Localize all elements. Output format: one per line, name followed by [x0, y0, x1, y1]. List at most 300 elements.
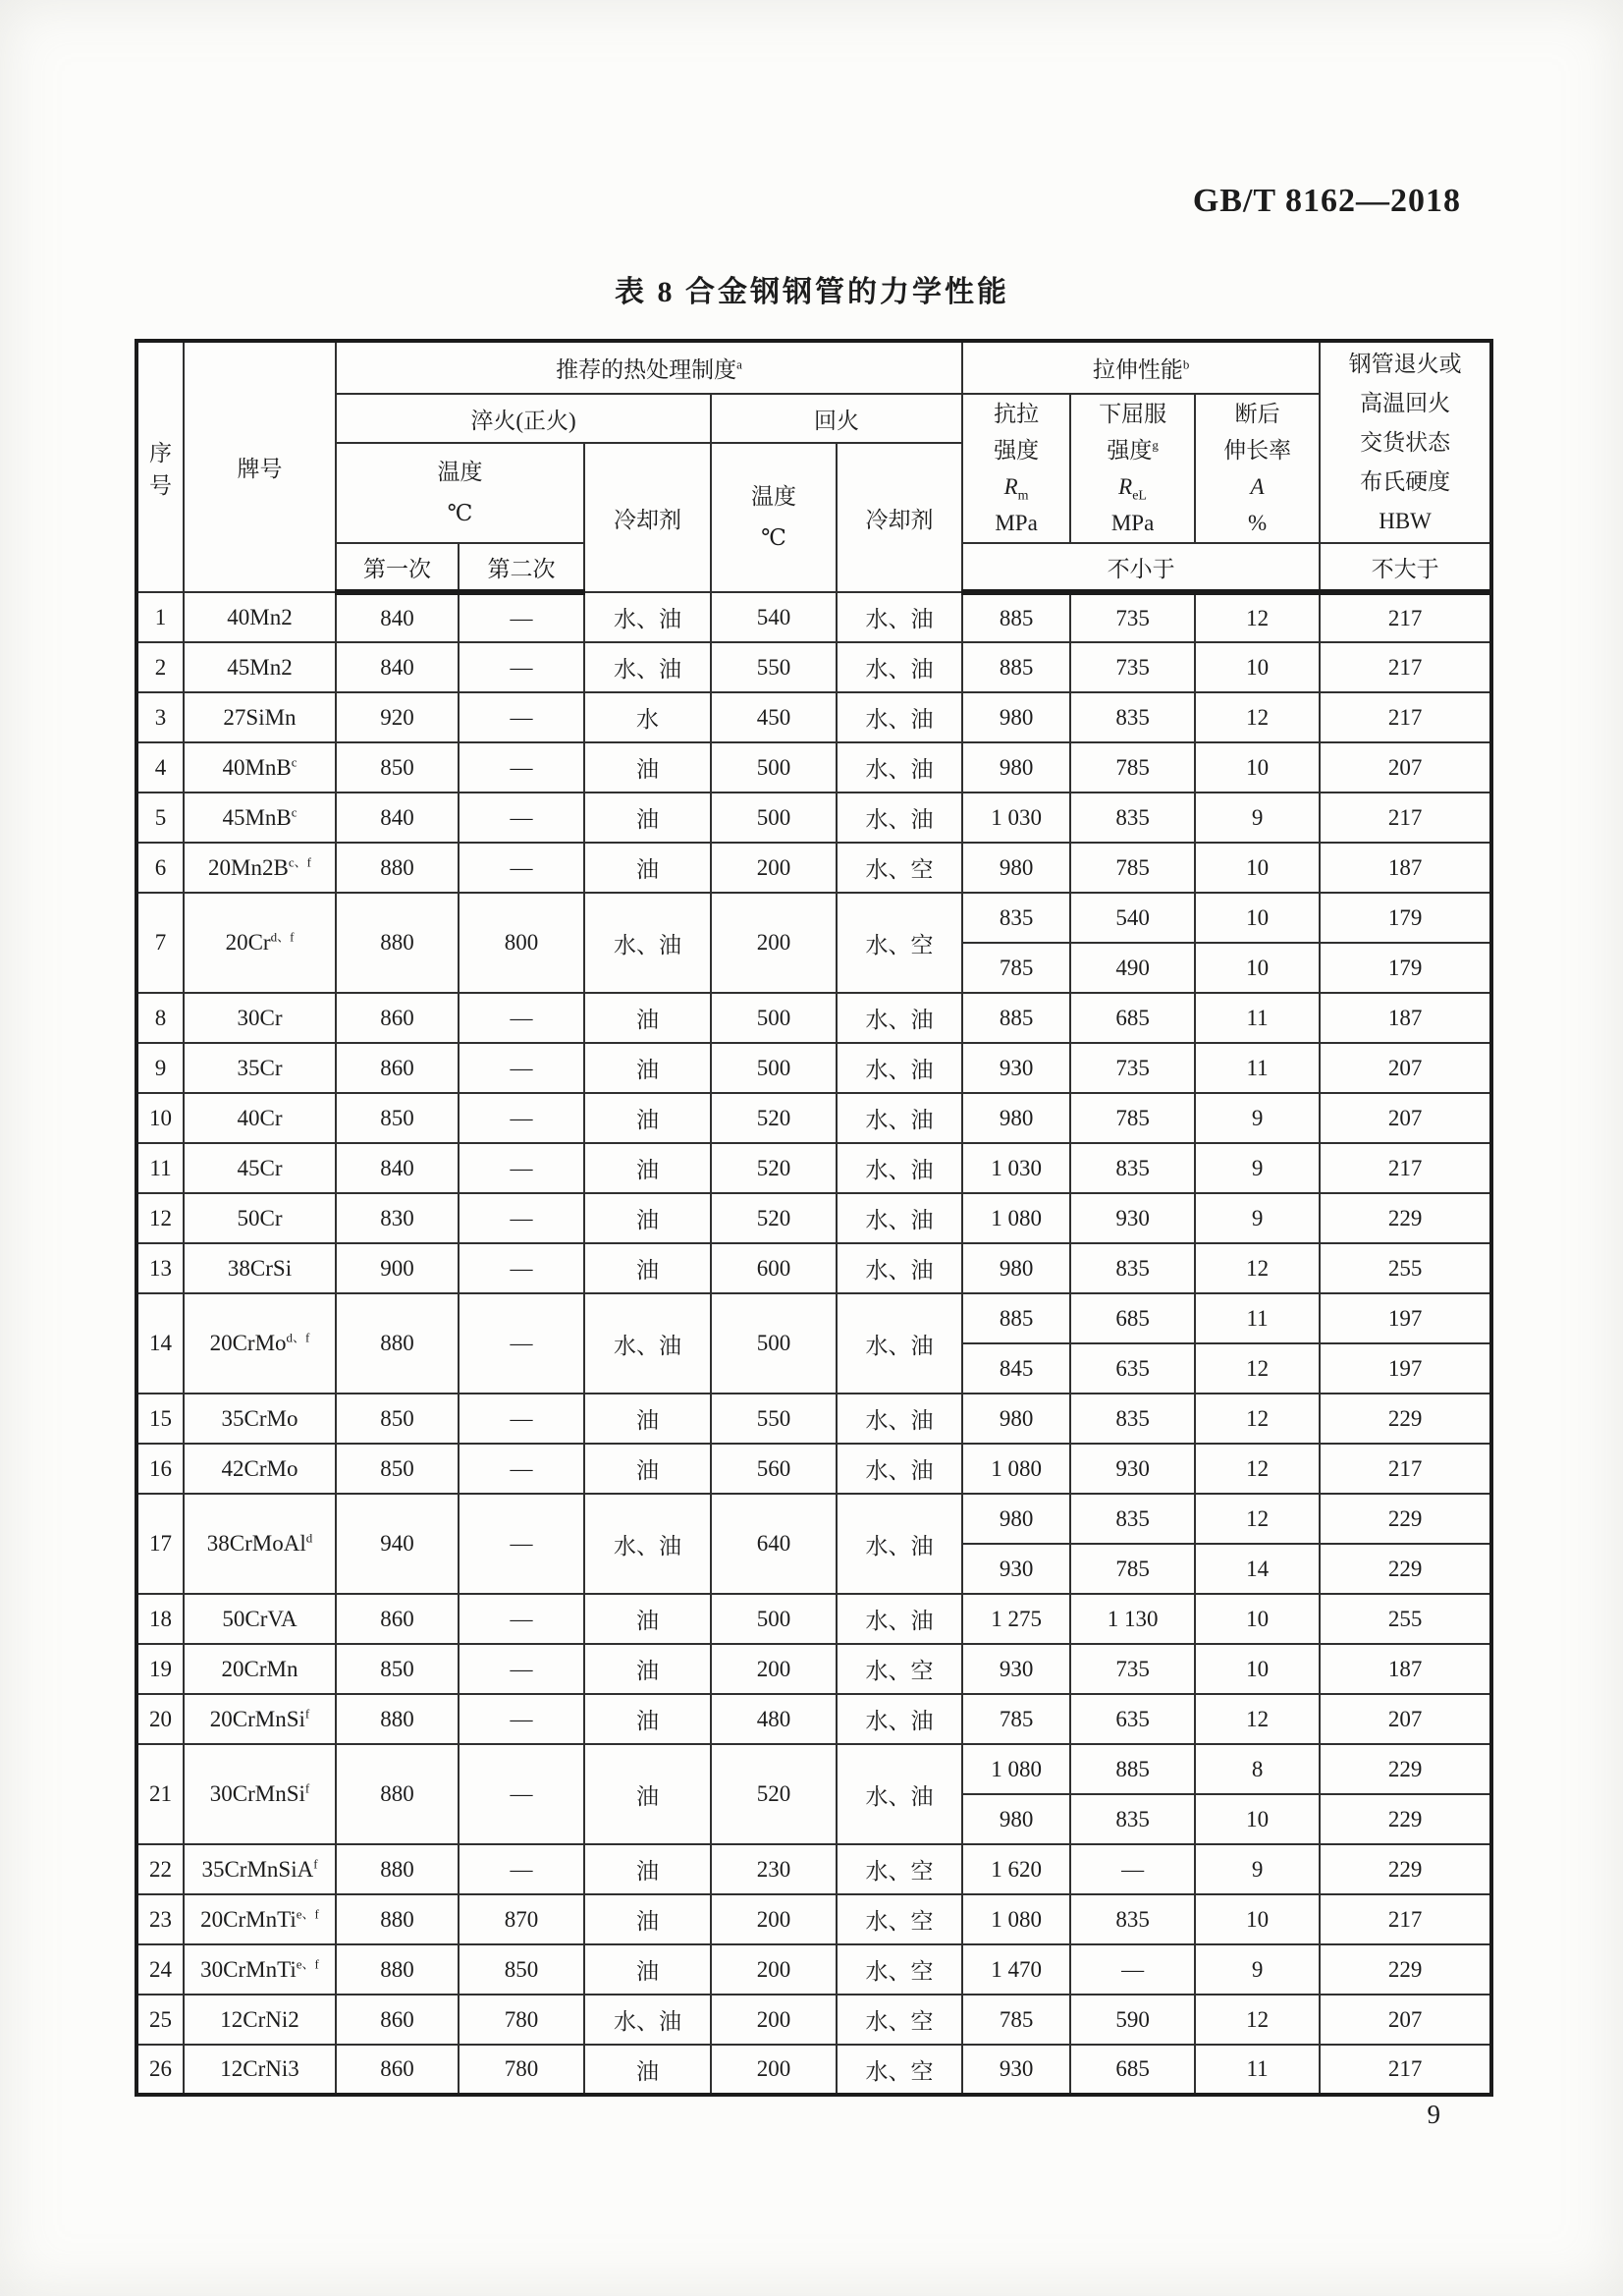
table-header — [136, 341, 1491, 592]
quench-temperature-label: 温度 — [437, 460, 483, 484]
cell-temper-coolant: 水、油 — [837, 692, 962, 742]
cell-quench-temp-first: 920 — [336, 692, 459, 742]
grade-footnote: e、f — [296, 1905, 319, 1921]
cell-elongation: 10 — [1195, 1794, 1320, 1844]
cell-yield-strength: 540 — [1070, 893, 1195, 943]
cell-no: 1 — [136, 592, 184, 642]
cell-tensile-strength: 930 — [962, 1043, 1070, 1093]
cell-tensile-strength: 980 — [962, 1494, 1070, 1544]
header-rel-line1: 下屈服 — [1099, 402, 1167, 426]
cell-hardness: 217 — [1320, 2045, 1491, 2095]
cell-quench-temp-first: 850 — [336, 742, 459, 793]
cell-no: 3 — [136, 692, 184, 742]
cell-hardness: 207 — [1320, 1694, 1491, 1744]
cell-elongation: 12 — [1195, 692, 1320, 742]
rm-subscript: m — [1017, 488, 1029, 504]
cell-grade: 20CrMnTi$^{e、f}$ — [184, 1894, 336, 1944]
header-tensile-label: 拉伸性能 — [1092, 357, 1183, 382]
cell-quench-coolant: 油 — [584, 1744, 711, 1844]
cell-grade: 27SiMn — [184, 692, 336, 742]
header-grade: 牌号 — [184, 341, 336, 592]
cell-quench-temp-second: 850 — [459, 1944, 584, 1995]
cell-temper-coolant: 水、油 — [837, 1444, 962, 1494]
cell-quench-temp-first: 860 — [336, 1995, 459, 2045]
footnote-g: g — [1152, 437, 1159, 453]
header-rel-line2 — [1071, 432, 1194, 468]
cell-tensile-strength: 930 — [962, 1644, 1070, 1694]
cell-quench-temp-first: 860 — [336, 1043, 459, 1093]
cell-hardness: 217 — [1320, 1444, 1491, 1494]
cell-elongation: 8 — [1195, 1744, 1320, 1794]
cell-temper-coolant: 水、油 — [837, 1694, 962, 1744]
cell-elongation: 10 — [1195, 1594, 1320, 1644]
cell-temper-temp: 500 — [711, 1293, 837, 1394]
cell-elongation: 10 — [1195, 742, 1320, 793]
cell-temper-coolant: 水、空 — [837, 1894, 962, 1944]
cell-tensile-strength: 1 080 — [962, 1193, 1070, 1243]
cell-no: 24 — [136, 1944, 184, 1995]
cell-quench-temp-second: 780 — [459, 1995, 584, 2045]
header-hbw-line2: 高温回火 — [1360, 390, 1451, 415]
grade-footnote: c — [291, 753, 298, 769]
cell-yield-strength: 735 — [1070, 1644, 1195, 1694]
cell-temper-coolant: 水、油 — [837, 793, 962, 843]
cell-hardness: 217 — [1320, 1143, 1491, 1193]
cell-tensile-strength: 980 — [962, 1243, 1070, 1293]
table-row — [136, 1694, 1491, 1744]
cell-temper-coolant: 水、油 — [837, 1043, 962, 1093]
cell-temper-coolant: 水、油 — [837, 1243, 962, 1293]
table-row — [136, 1394, 1491, 1444]
cell-temper-coolant: 水、空 — [837, 1844, 962, 1894]
table-row — [136, 1444, 1491, 1494]
cell-tensile-strength: 930 — [962, 1544, 1070, 1594]
cell-grade: 45MnB$^c$ — [184, 793, 336, 843]
cell-yield-strength: 635 — [1070, 1343, 1195, 1394]
cell-temper-temp: 640 — [711, 1494, 837, 1594]
cell-temper-temp: 550 — [711, 1394, 837, 1444]
cell-grade: 42CrMo — [184, 1444, 336, 1494]
cell-tensile-strength: 980 — [962, 1794, 1070, 1844]
cell-grade: 30CrMnTi$^{e、f}$ — [184, 1944, 336, 1995]
cell-no: 12 — [136, 1193, 184, 1243]
cell-tensile-strength: 785 — [962, 1694, 1070, 1744]
grade-footnote: d — [305, 1530, 313, 1546]
table-row — [136, 893, 1491, 943]
cell-quench-temp-first: 840 — [336, 1143, 459, 1193]
grade-footnote: f — [304, 1780, 310, 1796]
page-number: 9 — [1427, 2100, 1440, 2129]
table-row — [136, 993, 1491, 1043]
cell-temper-temp: 200 — [711, 2045, 837, 2095]
rel-symbol: R — [1118, 474, 1133, 499]
cell-quench-coolant: 油 — [584, 742, 711, 793]
table-row — [136, 1944, 1491, 1995]
cell-temper-temp: 500 — [711, 793, 837, 843]
cell-hardness: 255 — [1320, 1243, 1491, 1293]
cell-quench-temp-first: 840 — [336, 642, 459, 692]
cell-quench-temp-first: 840 — [336, 592, 459, 642]
cell-tensile-strength: 885 — [962, 592, 1070, 642]
table-row — [136, 1243, 1491, 1293]
cell-quench-temp-first: 860 — [336, 993, 459, 1043]
cell-elongation: 12 — [1195, 1995, 1320, 2045]
cell-hardness: 229 — [1320, 1794, 1491, 1844]
header-quench-temperature — [336, 443, 584, 543]
header-hbw-line3: 交货状态 — [1360, 429, 1451, 455]
cell-no: 4 — [136, 742, 184, 793]
cell-hardness: 217 — [1320, 692, 1491, 742]
cell-quench-temp-first: 900 — [336, 1243, 459, 1293]
cell-temper-temp: 520 — [711, 1143, 837, 1193]
cell-tensile-strength: 1 030 — [962, 793, 1070, 843]
table-title: 表 8 合金钢钢管的力学性能 — [615, 276, 1009, 308]
header-quench-coolant: 冷却剂 — [584, 443, 711, 592]
cell-quench-coolant: 油 — [584, 1444, 711, 1494]
cell-quench-temp-second: — — [459, 1093, 584, 1143]
cell-tensile-strength: 1 620 — [962, 1844, 1070, 1894]
cell-hardness: 229 — [1320, 1394, 1491, 1444]
cell-elongation: 12 — [1195, 1494, 1320, 1544]
cell-tensile-strength: 1 470 — [962, 1944, 1070, 1995]
cell-grade: 50Cr — [184, 1193, 336, 1243]
cell-quench-temp-second: — — [459, 592, 584, 642]
cell-yield-strength: 735 — [1070, 1043, 1195, 1093]
cell-quench-coolant: 水、油 — [584, 1494, 711, 1594]
cell-temper-coolant: 水、油 — [837, 742, 962, 793]
grade-footnote: c — [291, 803, 298, 819]
cell-yield-strength: 835 — [1070, 1894, 1195, 1944]
cell-temper-temp: 500 — [711, 1594, 837, 1644]
cell-quench-temp-second: — — [459, 742, 584, 793]
cell-quench-coolant: 油 — [584, 1193, 711, 1243]
cell-temper-temp: 520 — [711, 1093, 837, 1143]
cell-yield-strength: 785 — [1070, 742, 1195, 793]
cell-temper-temp: 450 — [711, 692, 837, 742]
cell-yield-strength: 835 — [1070, 1243, 1195, 1293]
cell-quench-coolant: 油 — [584, 1093, 711, 1143]
cell-elongation: 12 — [1195, 592, 1320, 642]
header-rm-unit: MPa — [995, 511, 1038, 535]
header-rm-symbol — [963, 468, 1069, 505]
cell-temper-coolant: 水、油 — [837, 1394, 962, 1444]
cell-yield-strength: 835 — [1070, 1794, 1195, 1844]
cell-yield-strength: 835 — [1070, 692, 1195, 742]
cell-quench-coolant: 油 — [584, 1694, 711, 1744]
cell-temper-coolant: 水、油 — [837, 1193, 962, 1243]
cell-no: 5 — [136, 793, 184, 843]
cell-temper-coolant: 水、油 — [837, 1594, 962, 1644]
cell-quench-coolant: 水、油 — [584, 592, 711, 642]
footnote-a: a — [736, 356, 742, 372]
cell-quench-temp-first: 840 — [336, 793, 459, 843]
cell-no: 23 — [136, 1894, 184, 1944]
cell-quench-coolant: 水、油 — [584, 893, 711, 993]
grade-footnote: c、f — [288, 853, 311, 869]
cell-grade: 30CrMnSi$^f$ — [184, 1744, 336, 1844]
table-row — [136, 1293, 1491, 1343]
cell-elongation: 10 — [1195, 943, 1320, 993]
cell-elongation: 11 — [1195, 2045, 1320, 2095]
cell-hardness: 207 — [1320, 742, 1491, 793]
mechanical-properties-table — [135, 339, 1493, 2097]
cell-quench-temp-second: — — [459, 1644, 584, 1694]
cell-yield-strength: 785 — [1070, 1544, 1195, 1594]
table-row — [136, 1594, 1491, 1644]
cell-grade: 12CrNi3 — [184, 2045, 336, 2095]
cell-yield-strength: 835 — [1070, 1494, 1195, 1544]
cell-no: 18 — [136, 1594, 184, 1644]
cell-hardness: 229 — [1320, 1944, 1491, 1995]
cell-yield-strength: 835 — [1070, 793, 1195, 843]
cell-grade: 35CrMnSiA$^f$ — [184, 1844, 336, 1894]
cell-quench-temp-first: 850 — [336, 1444, 459, 1494]
header-a-unit: % — [1247, 511, 1268, 535]
cell-temper-coolant: 水、油 — [837, 642, 962, 692]
cell-elongation: 10 — [1195, 843, 1320, 893]
grade-footnote: d、f — [270, 929, 295, 945]
header-tensile — [962, 341, 1320, 394]
header-rm-line1: 抗拉 — [994, 402, 1040, 426]
cell-grade: $20Cr^{d、f}$ — [184, 893, 336, 993]
cell-temper-coolant: 水、空 — [837, 893, 962, 993]
cell-temper-temp: 500 — [711, 993, 837, 1043]
table-row — [136, 1644, 1491, 1694]
cell-hardness: 229 — [1320, 1494, 1491, 1544]
temper-temperature-unit: ℃ — [761, 525, 786, 550]
cell-quench-temp-first: 940 — [336, 1494, 459, 1594]
table-row — [136, 1844, 1491, 1894]
cell-quench-temp-first: 860 — [336, 2045, 459, 2095]
cell-grade: 38CrMoAl$^d$ — [184, 1494, 336, 1594]
table-row — [136, 592, 1491, 642]
cell-temper-temp: 200 — [711, 1944, 837, 1995]
cell-temper-temp: 480 — [711, 1694, 837, 1744]
cell-hardness: 217 — [1320, 592, 1491, 642]
cell-temper-temp: 200 — [711, 1644, 837, 1694]
cell-elongation: 14 — [1195, 1544, 1320, 1594]
cell-yield-strength: — — [1070, 1844, 1195, 1894]
cell-hardness: 217 — [1320, 642, 1491, 692]
cell-quench-temp-second: — — [459, 1444, 584, 1494]
cell-yield-strength: 930 — [1070, 1444, 1195, 1494]
header-a-symbol — [1196, 468, 1319, 505]
cell-temper-temp: 600 — [711, 1243, 837, 1293]
cell-grade: $20Mn2B^{c、f}$ — [184, 843, 336, 893]
cell-quench-temp-second: 800 — [459, 893, 584, 993]
cell-yield-strength: 785 — [1070, 843, 1195, 893]
cell-elongation: 10 — [1195, 893, 1320, 943]
cell-tensile-strength: 930 — [962, 2045, 1070, 2095]
header-a-line1: 断后 — [1234, 402, 1280, 426]
cell-temper-coolant: 水、油 — [837, 993, 962, 1043]
cell-quench-coolant: 油 — [584, 1894, 711, 1944]
cell-grade: 20CrMnSi$^f$ — [184, 1694, 336, 1744]
cell-temper-temp: 200 — [711, 843, 837, 893]
cell-no: 10 — [136, 1093, 184, 1143]
cell-tensile-strength: 980 — [962, 843, 1070, 893]
cell-quench-coolant: 油 — [584, 843, 711, 893]
cell-tensile-strength: 980 — [962, 1093, 1070, 1143]
header-heat-treatment-label: 推荐的热处理制度 — [556, 357, 737, 382]
rm-symbol: R — [1003, 474, 1018, 499]
cell-temper-coolant: 水、空 — [837, 1644, 962, 1694]
cell-elongation: 11 — [1195, 1043, 1320, 1093]
cell-elongation: 12 — [1195, 1394, 1320, 1444]
header-hbw-line1: 钢管退火或 — [1348, 351, 1462, 376]
cell-yield-strength: — — [1070, 1944, 1195, 1995]
cell-no: 9 — [136, 1043, 184, 1093]
table-row — [136, 843, 1491, 893]
cell-temper-temp: 200 — [711, 1894, 837, 1944]
cell-no: 7 — [136, 893, 184, 993]
cell-quench-temp-first: 880 — [336, 1744, 459, 1844]
cell-hardness: 229 — [1320, 1744, 1491, 1794]
cell-quench-temp-second: — — [459, 1143, 584, 1193]
cell-quench-temp-second: — — [459, 1193, 584, 1243]
cell-hardness: 187 — [1320, 1644, 1491, 1694]
cell-tensile-strength: 785 — [962, 1995, 1070, 2045]
cell-grade: 20CrMo$^{d、f}$ — [184, 1293, 336, 1394]
cell-no: 16 — [136, 1444, 184, 1494]
cell-elongation: 9 — [1195, 1093, 1320, 1143]
cell-quench-temp-first: 880 — [336, 893, 459, 993]
cell-no: 22 — [136, 1844, 184, 1894]
cell-grade: 50CrVA — [184, 1594, 336, 1644]
cell-quench-temp-second: — — [459, 1844, 584, 1894]
cell-no: 26 — [136, 2045, 184, 2095]
cell-elongation: 10 — [1195, 1644, 1320, 1694]
cell-hardness: 229 — [1320, 1544, 1491, 1594]
cell-quench-temp-first: 860 — [336, 1594, 459, 1644]
cell-temper-coolant: 水、油 — [837, 1744, 962, 1844]
grade-footnote: e、f — [296, 1955, 319, 1971]
cell-elongation: 9 — [1195, 793, 1320, 843]
cell-tensile-strength: 1 080 — [962, 1444, 1070, 1494]
cell-temper-coolant: 水、油 — [837, 1293, 962, 1394]
table-body — [136, 592, 1491, 2095]
cell-temper-temp: 560 — [711, 1444, 837, 1494]
table-row — [136, 692, 1491, 742]
header-temper: 回火 — [711, 394, 962, 443]
cell-yield-strength: 785 — [1070, 1093, 1195, 1143]
cell-tensile-strength: 980 — [962, 692, 1070, 742]
cell-yield-strength: 835 — [1070, 1143, 1195, 1193]
cell-temper-temp: 540 — [711, 592, 837, 642]
cell-quench-temp-second: — — [459, 1043, 584, 1093]
cell-quench-temp-second: — — [459, 993, 584, 1043]
header-rel-line2-label: 强度 — [1107, 438, 1153, 463]
cell-tensile-strength: 1 275 — [962, 1594, 1070, 1644]
cell-quench-coolant: 油 — [584, 993, 711, 1043]
cell-temper-coolant: 水、油 — [837, 1143, 962, 1193]
quench-temperature-unit: ℃ — [447, 501, 473, 525]
cell-hardness: 187 — [1320, 843, 1491, 893]
cell-quench-coolant: 油 — [584, 1644, 711, 1694]
header-temper-temperature — [711, 443, 837, 592]
cell-yield-strength: 735 — [1070, 642, 1195, 692]
cell-no: 20 — [136, 1694, 184, 1744]
cell-quench-temp-second: — — [459, 793, 584, 843]
cell-elongation: 10 — [1195, 642, 1320, 692]
cell-no: 14 — [136, 1293, 184, 1394]
header-yield-strength — [1070, 394, 1195, 543]
header-a-line2: 伸长率 — [1223, 438, 1292, 463]
cell-elongation: 11 — [1195, 1293, 1320, 1343]
cell-tensile-strength: 785 — [962, 943, 1070, 993]
header-not-greater-than: 不大于 — [1320, 543, 1491, 592]
header-heat-treatment — [336, 341, 962, 394]
cell-elongation: 10 — [1195, 1894, 1320, 1944]
cell-yield-strength: 685 — [1070, 2045, 1195, 2095]
cell-quench-coolant: 油 — [584, 1944, 711, 1995]
cell-temper-temp: 550 — [711, 642, 837, 692]
cell-elongation: 12 — [1195, 1243, 1320, 1293]
cell-yield-strength: 1 130 — [1070, 1594, 1195, 1644]
table-row — [136, 1744, 1491, 1794]
cell-grade: 12CrNi2 — [184, 1995, 336, 2045]
cell-no: 13 — [136, 1243, 184, 1293]
cell-hardness: 229 — [1320, 1193, 1491, 1243]
cell-hardness: 229 — [1320, 1844, 1491, 1894]
header-no: 序号 — [136, 341, 184, 592]
grade-footnote: f — [304, 1705, 310, 1721]
table-row — [136, 742, 1491, 793]
cell-grade: 38CrSi — [184, 1243, 336, 1293]
cell-elongation: 9 — [1195, 1193, 1320, 1243]
cell-elongation: 12 — [1195, 1343, 1320, 1394]
cell-tensile-strength: 980 — [962, 742, 1070, 793]
cell-temper-coolant: 水、油 — [837, 1494, 962, 1594]
cell-hardness: 179 — [1320, 943, 1491, 993]
cell-quench-temp-second: 870 — [459, 1894, 584, 1944]
cell-quench-coolant: 油 — [584, 1043, 711, 1093]
table-row — [136, 1043, 1491, 1093]
footnote-b: b — [1182, 356, 1190, 372]
cell-quench-coolant: 水、油 — [584, 642, 711, 692]
cell-no: 11 — [136, 1143, 184, 1193]
cell-quench-temp-first: 850 — [336, 1644, 459, 1694]
cell-quench-temp-first: 880 — [336, 1694, 459, 1744]
cell-quench-coolant: 油 — [584, 1243, 711, 1293]
table-row — [136, 793, 1491, 843]
header-quench: 淬火(正火) — [336, 394, 711, 443]
standard-number: GB/T 8162—2018 — [1192, 183, 1461, 219]
cell-quench-temp-second: — — [459, 1494, 584, 1594]
cell-no: 15 — [136, 1394, 184, 1444]
cell-hardness: 187 — [1320, 993, 1491, 1043]
header-hbw-line4: 布氏硬度 — [1360, 468, 1451, 494]
cell-temper-temp: 200 — [711, 1995, 837, 2045]
cell-tensile-strength: 845 — [962, 1343, 1070, 1394]
cell-temper-temp: 200 — [711, 893, 837, 993]
table-row — [136, 1995, 1491, 2045]
cell-grade: 40Mn2 — [184, 592, 336, 642]
cell-hardness: 217 — [1320, 1894, 1491, 1944]
cell-yield-strength: 835 — [1070, 1394, 1195, 1444]
cell-grade: 35CrMo — [184, 1394, 336, 1444]
cell-temper-coolant: 水、空 — [837, 2045, 962, 2095]
cell-hardness: 207 — [1320, 1995, 1491, 2045]
header-first-quench: 第一次 — [336, 543, 459, 592]
cell-quench-temp-second: — — [459, 1594, 584, 1644]
cell-grade: 35Cr — [184, 1043, 336, 1093]
header-temper-coolant: 冷却剂 — [837, 443, 962, 592]
header-row-1 — [136, 341, 1491, 394]
cell-grade: 45Cr — [184, 1143, 336, 1193]
temper-temperature-label: 温度 — [751, 484, 796, 509]
cell-hardness: 197 — [1320, 1293, 1491, 1343]
